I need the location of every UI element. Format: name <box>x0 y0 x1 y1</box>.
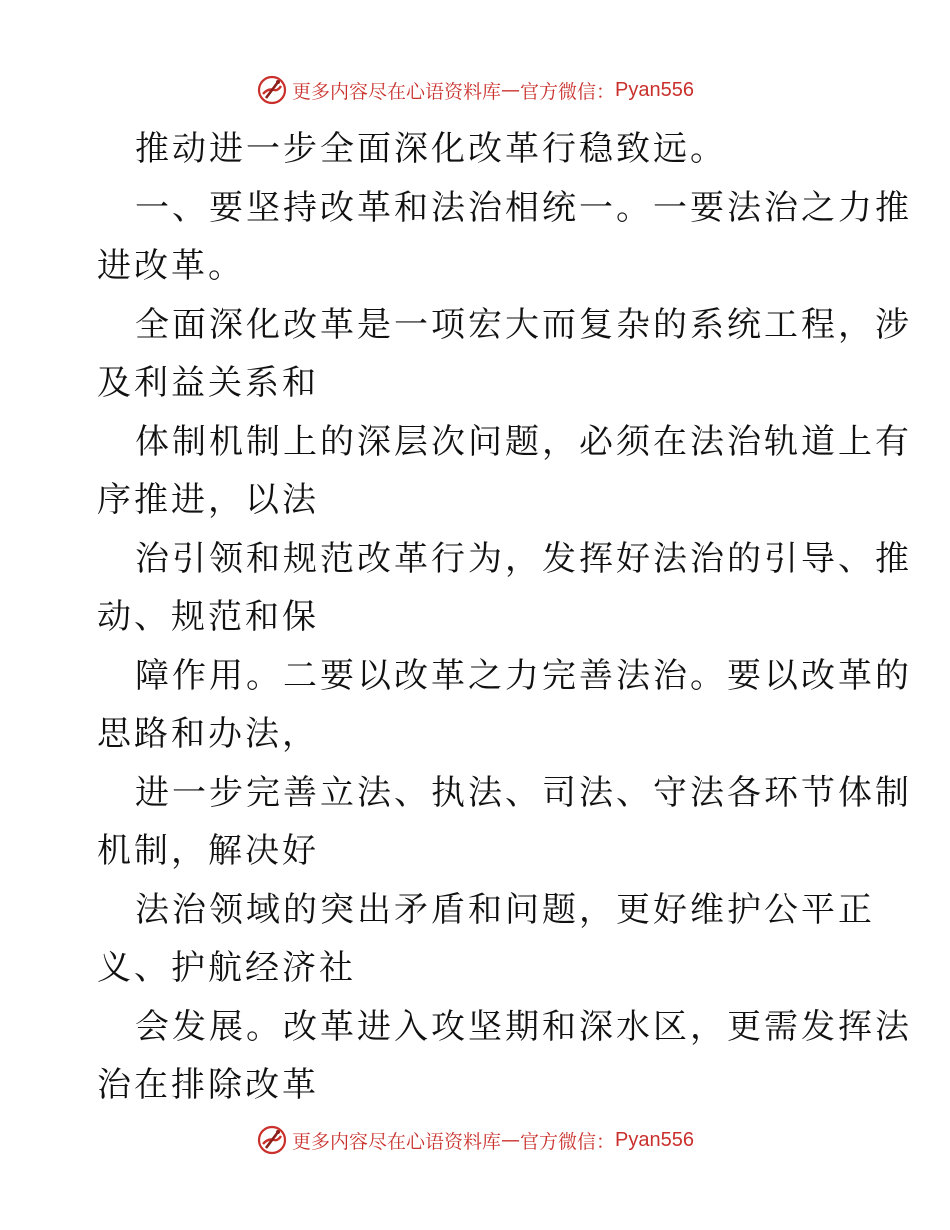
body-line: 治在排除改革 <box>97 1065 319 1105</box>
footer-watermark-banner <box>0 1120 950 1160</box>
body-line: 序推进，以法 <box>97 480 319 520</box>
footer-dash: — <box>501 1129 521 1151</box>
body-line: 及利益关系和 <box>97 363 319 403</box>
body-line: 进改革。 <box>97 246 245 286</box>
body-line: 法治领域的突出矛盾和问题，更好维护公平正 <box>135 889 875 930</box>
document-body <box>97 120 912 1115</box>
body-line: 义、护航经济社 <box>97 948 356 988</box>
header-wechat-handle: Pyan556 <box>615 78 694 101</box>
body-line: 治引领和规范改革行为，发挥好法治的引导、推 <box>135 538 912 579</box>
body-line: 机制，解决好 <box>97 831 319 871</box>
header-wechat-label: 官方微信： <box>520 80 616 103</box>
footer-wechat-label: 官方微信： <box>520 1130 616 1153</box>
book-pen-logo-icon <box>256 74 288 106</box>
header-dash: — <box>501 79 521 101</box>
body-line: 全面深化改革是一项宏大而复杂的系统工程，涉 <box>135 304 912 345</box>
body-line: 进一步完善立法、执法、司法、守法各环节体制 <box>135 772 912 813</box>
body-line: 思路和办法， <box>97 714 319 754</box>
body-line: 一、要坚持改革和法治相统一。一要法治之力推 <box>135 187 912 228</box>
body-line: 体制机制上的深层次问题，必须在法治轨道上有 <box>135 421 912 462</box>
header-watermark-banner <box>0 70 950 110</box>
header-site-text: 更多内容尽在心语资料库 <box>292 80 502 103</box>
footer-wechat-handle: Pyan556 <box>615 1128 694 1151</box>
body-line: 障作用。二要以改革之力完善法治。要以改革的 <box>135 655 912 696</box>
body-line: 会发展。改革进入攻坚期和深水区，更需发挥法 <box>135 1006 912 1047</box>
footer-site-text: 更多内容尽在心语资料库 <box>292 1130 502 1153</box>
body-line: 推动进一步全面深化改革行稳致远。 <box>135 129 727 169</box>
book-pen-logo-icon <box>256 1124 288 1156</box>
body-line: 动、规范和保 <box>97 597 319 637</box>
